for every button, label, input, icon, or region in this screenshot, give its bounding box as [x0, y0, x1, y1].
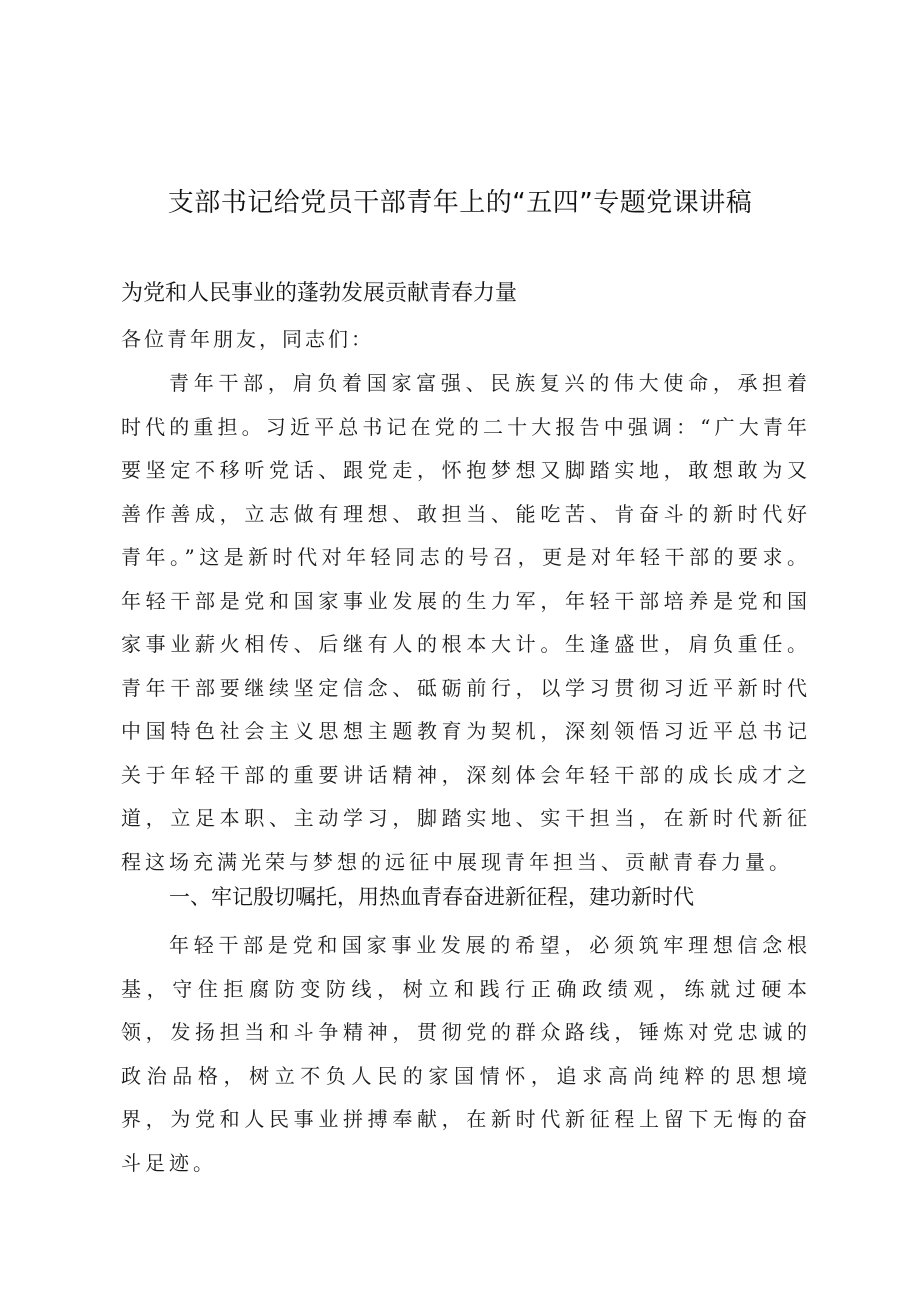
- section-heading-1: 一、牢记殷切嘱托，用热血青春奋进新征程，建功新时代: [169, 885, 694, 909]
- paragraph-section-1: 年轻干部是党和国家事业发展的希望，必须筑牢理想信念根基，守住拒腐防变防线，树立和践行正确政绩观，练就过硬本领，发扬担当和斗争精神，贯彻党的群众路线，锤炼对党忠诚的政治品格，树立不负人民的家国情怀，追求高尚纯粹的思想境界，为党和人民事业拼搏奉献，在新时代新征程上留下无悔的奋斗足迹。: [121, 933, 811, 1175]
- document-title: 支部书记给党员干部青年上的“五四”专题党课讲稿: [167, 188, 753, 218]
- salutation: 各位青年朋友，同志们：: [121, 327, 374, 351]
- paragraph-intro: 青年干部，肩负着国家富强、民族复兴的伟大使命，承担着时代的重担。习近平总书记在党的二十大报告中强调：“广大青年要坚定不移听党话、跟党走，怀抱梦想又脚踏实地，敢想敢为又善作善成，立志做有理想、敢担当、能吃苦、肯奋斗的新时代好青年。”这是新时代对年轻同志的号召，更是对年轻干部的要求。年轻干部是党和国家事业发展的生力军，年轻干部培养是党和国家事业薪火相传、后继有人的根本大计。生逢盛世，肩负重任。青年干部要继续坚定信念、砥砺前行，以学习贯彻习近平新时代中国特色社会主义思想主题教育为契机，深刻领悟习近平总书记关于年轻干部的重要讲话精神，深刻体会年轻干部的成长成才之道，立足本职、主动学习，脚踏实地、实干担当，在新时代新征程这场充满光荣与梦想的远征中展现青年担当、贡献青春力量。: [121, 371, 811, 874]
- document-subtitle: 为党和人民事业的蓬勃发展贡献青春力量: [121, 281, 518, 306]
